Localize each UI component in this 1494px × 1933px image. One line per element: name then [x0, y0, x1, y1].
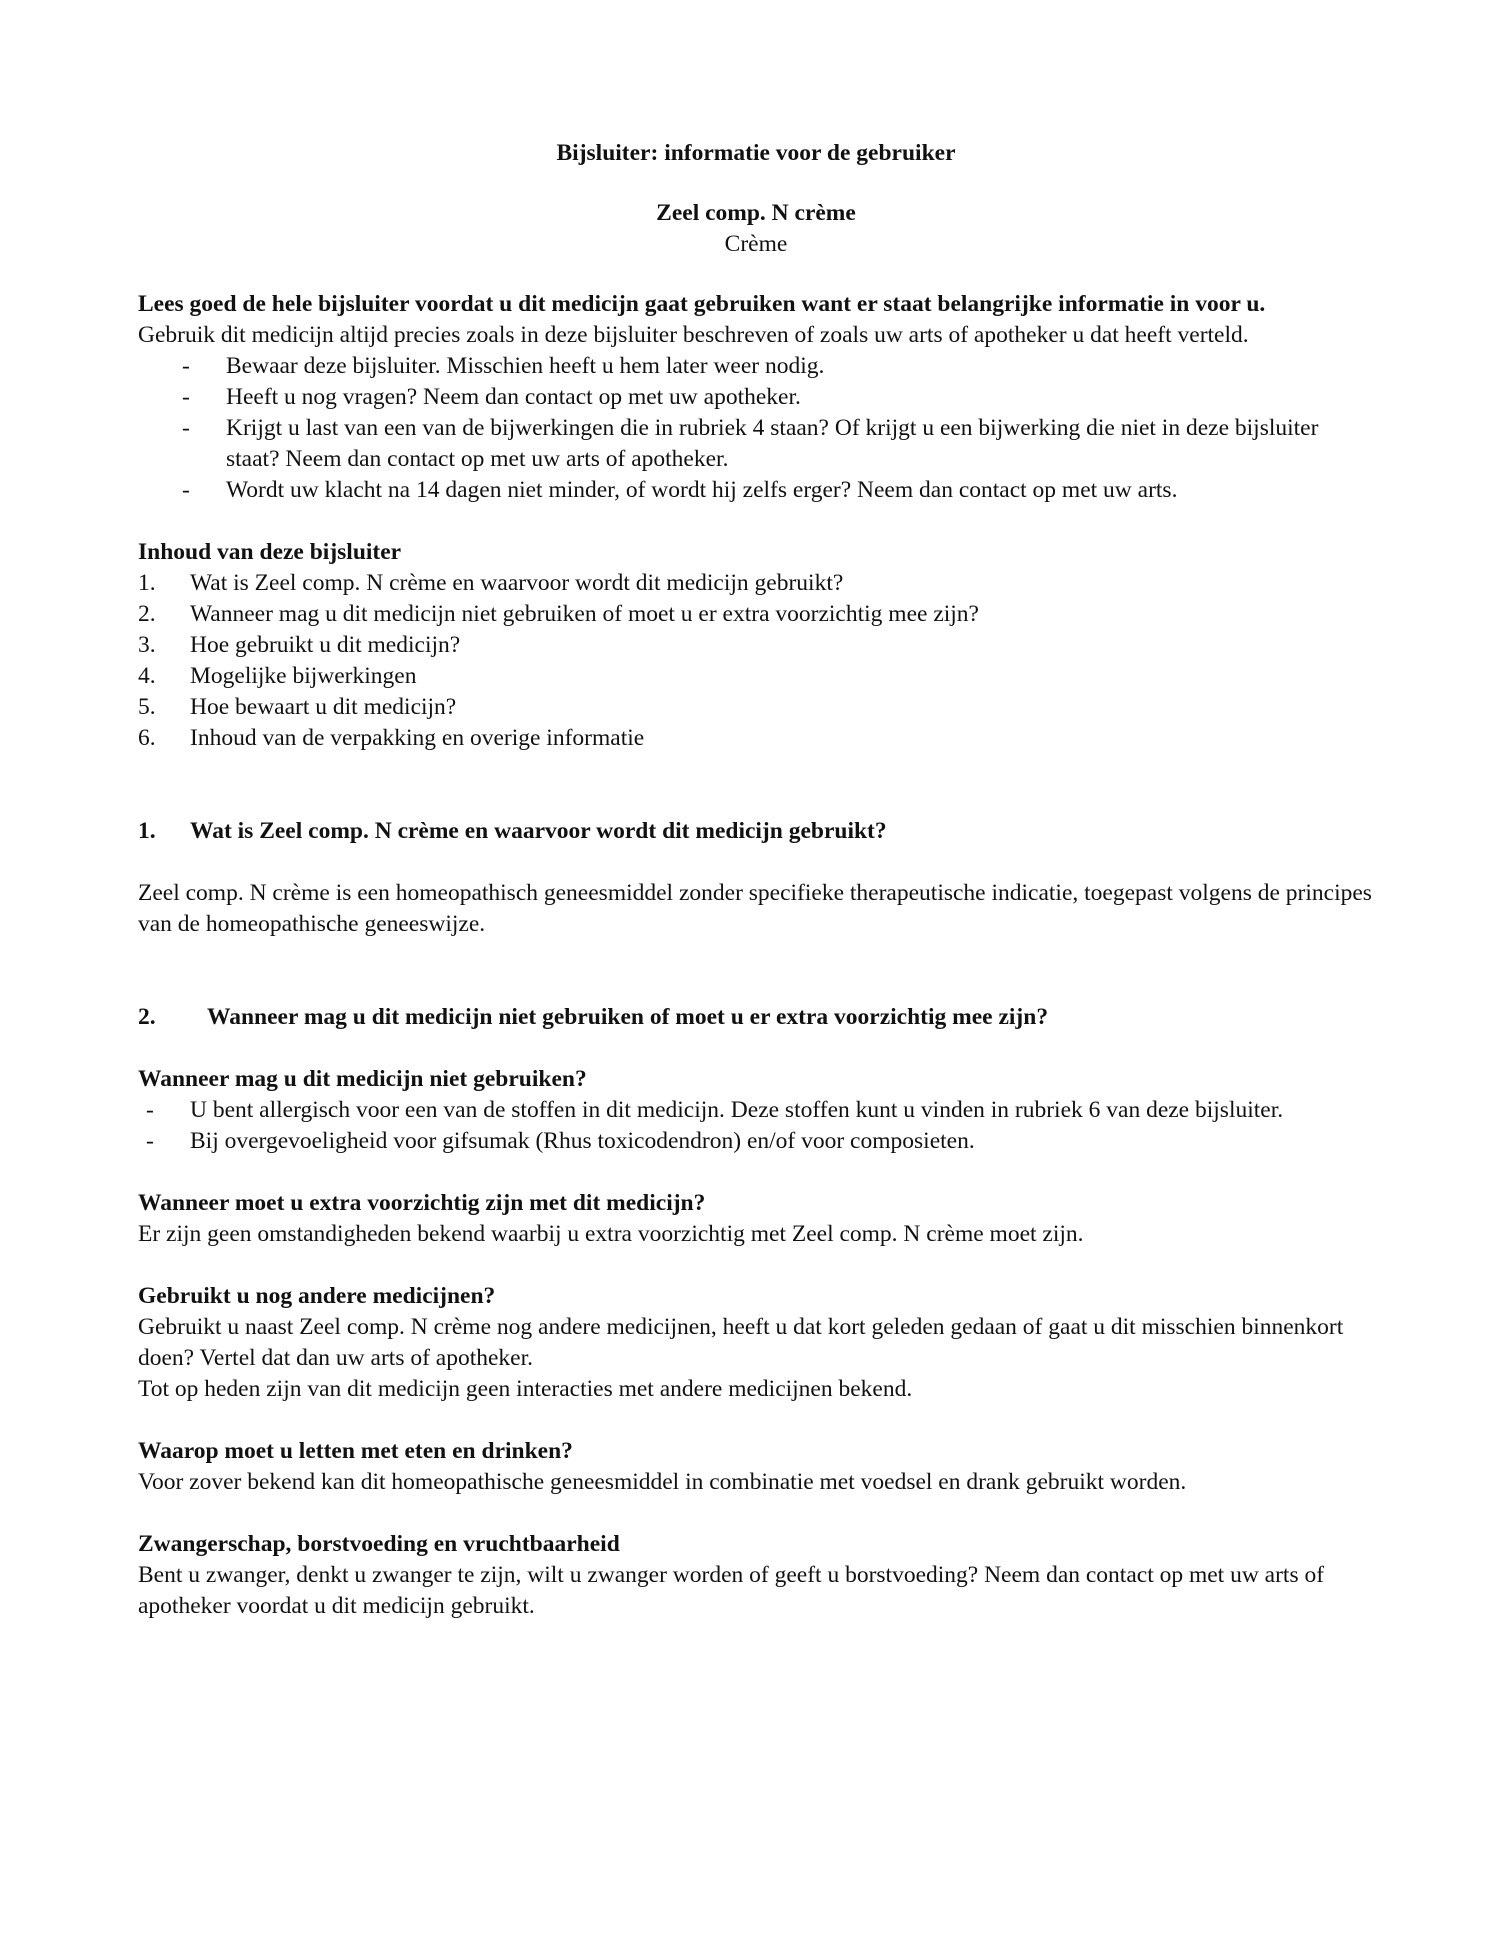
toc-item: [138, 630, 1374, 661]
other-meds-heading: Gebruikt u nog andere medicijnen?: [138, 1283, 496, 1309]
not-use-heading: Wanneer mag u dit medicijn niet gebruiken?: [138, 1066, 587, 1092]
list-item: [138, 1095, 1374, 1126]
product-form: Crème: [724, 231, 788, 257]
toc-number: 4.: [138, 663, 156, 689]
toc-label: Wanneer mag u dit medicijn niet gebruiken of moet u er extra voorzichtig mee zijn?: [190, 601, 979, 627]
toc-item: [138, 661, 1374, 692]
section-1-heading: [138, 816, 1374, 847]
section-number: 1.: [138, 818, 156, 844]
caution-heading: Wanneer moet u extra voorzichtig zijn met dit medicijn?: [138, 1190, 706, 1216]
list-item: [138, 1126, 1374, 1157]
section-1-text: Zeel comp. N crème is een homeopathisch geneesmiddel zonder specifieke therapeutische indicatie, toegepast volgens de principes van de homeopathische geneeswijze.: [138, 880, 1372, 937]
toc-item: [138, 599, 1374, 630]
bullet-dash: -: [182, 415, 190, 441]
toc-number: 3.: [138, 632, 156, 658]
section-number: 2.: [138, 1004, 156, 1030]
bullet-dash: -: [182, 353, 190, 379]
toc-item: [138, 568, 1374, 599]
intro-text: Gebruik dit medicijn altijd precies zoals in deze bijsluiter beschreven of zoals uw arts of apotheker u dat heeft verteld.: [138, 322, 1249, 348]
toc-number: 6.: [138, 725, 156, 751]
product-name: Zeel comp. N crème: [656, 200, 856, 226]
toc-label: Inhoud van de verpakking en overige informatie: [190, 725, 645, 751]
bullet-dash: -: [182, 477, 190, 503]
bullet-text: Wordt uw klacht na 14 dagen niet minder, of wordt hij zelfs erger? Neem dan contact op met uw arts.: [226, 477, 1178, 503]
bullet-text: Bewaar deze bijsluiter. Misschien heeft u hem later weer nodig.: [226, 353, 825, 379]
list-item: [138, 351, 1374, 382]
bullet-text: U bent allergisch voor een van de stoffen in dit medicijn. Deze stoffen kunt u vinden in rubriek 6 van deze bijsluiter.: [190, 1097, 1284, 1123]
food-text: Voor zover bekend kan dit homeopathische geneesmiddel in combinatie met voedsel en drank gebruikt worden.: [138, 1469, 1187, 1495]
toc-number: 1.: [138, 570, 156, 596]
other-meds-text-2: Tot op heden zijn van dit medicijn geen interacties met andere medicijnen bekend.: [138, 1376, 913, 1402]
other-meds-text: Gebruikt u naast Zeel comp. N crème nog andere medicijnen, heeft u dat kort geleden gedaan of gaat u dit misschien binnenkort doen? Vertel dat dan uw arts of apotheker.: [138, 1314, 1344, 1371]
bullet-text: Bij overgevoeligheid voor gifsumak (Rhus toxicodendron) en/of voor composieten.: [190, 1128, 975, 1154]
toc-item: [138, 723, 1374, 754]
pregnancy-text: Bent u zwanger, denkt u zwanger te zijn, wilt u zwanger worden of geeft u borstvoeding? Neem dan contact op met uw arts of apotheker voordat u dit medicijn gebruikt.: [138, 1562, 1325, 1619]
bullet-text: Heeft u nog vragen? Neem dan contact op met uw apotheker.: [226, 384, 801, 410]
list-item: [138, 475, 1374, 506]
bullet-dash: -: [146, 1097, 154, 1123]
toc-heading: Inhoud van deze bijsluiter: [138, 539, 402, 565]
toc-number: 5.: [138, 694, 156, 720]
bullet-dash: -: [146, 1128, 154, 1154]
toc-label: Hoe bewaart u dit medicijn?: [190, 694, 457, 720]
section-title: Wanneer mag u dit medicijn niet gebruiken of moet u er extra voorzichtig mee zijn?: [207, 1004, 1049, 1030]
food-heading: Waarop moet u letten met eten en drinken?: [138, 1438, 573, 1464]
toc-number: 2.: [138, 601, 156, 627]
pregnancy-heading: Zwangerschap, borstvoeding en vruchtbaarheid: [138, 1531, 620, 1557]
bullet-dash: -: [182, 384, 190, 410]
toc-label: Mogelijke bijwerkingen: [190, 663, 417, 689]
toc-item: [138, 692, 1374, 723]
section-2-heading: [138, 1002, 1374, 1033]
intro-warning: Lees goed de hele bijsluiter voordat u dit medicijn gaat gebruiken want er staat belangrijke informatie in voor u.: [138, 291, 1266, 317]
caution-text: Er zijn geen omstandigheden bekend waarbij u extra voorzichtig met Zeel comp. N crème moet zijn.: [138, 1221, 1084, 1247]
document-title: Bijsluiter: informatie voor de gebruiker: [556, 140, 956, 166]
bullet-text: Krijgt u last van een van de bijwerkingen die in rubriek 4 staan? Of krijgt u een bijwerking die niet in deze bijsluiter staat? Neem dan contact op met uw arts of apotheker.: [226, 415, 1319, 472]
not-use-list: [138, 1095, 1374, 1157]
list-item: [138, 382, 1374, 413]
intro-bullet-list: [138, 351, 1374, 506]
section-title: Wat is Zeel comp. N crème en waarvoor wordt dit medicijn gebruikt?: [190, 818, 887, 844]
toc-list: [138, 568, 1374, 754]
toc-label: Hoe gebruikt u dit medicijn?: [190, 632, 461, 658]
toc-label: Wat is Zeel comp. N crème en waarvoor wordt dit medicijn gebruikt?: [190, 570, 844, 596]
list-item: [138, 413, 1374, 475]
